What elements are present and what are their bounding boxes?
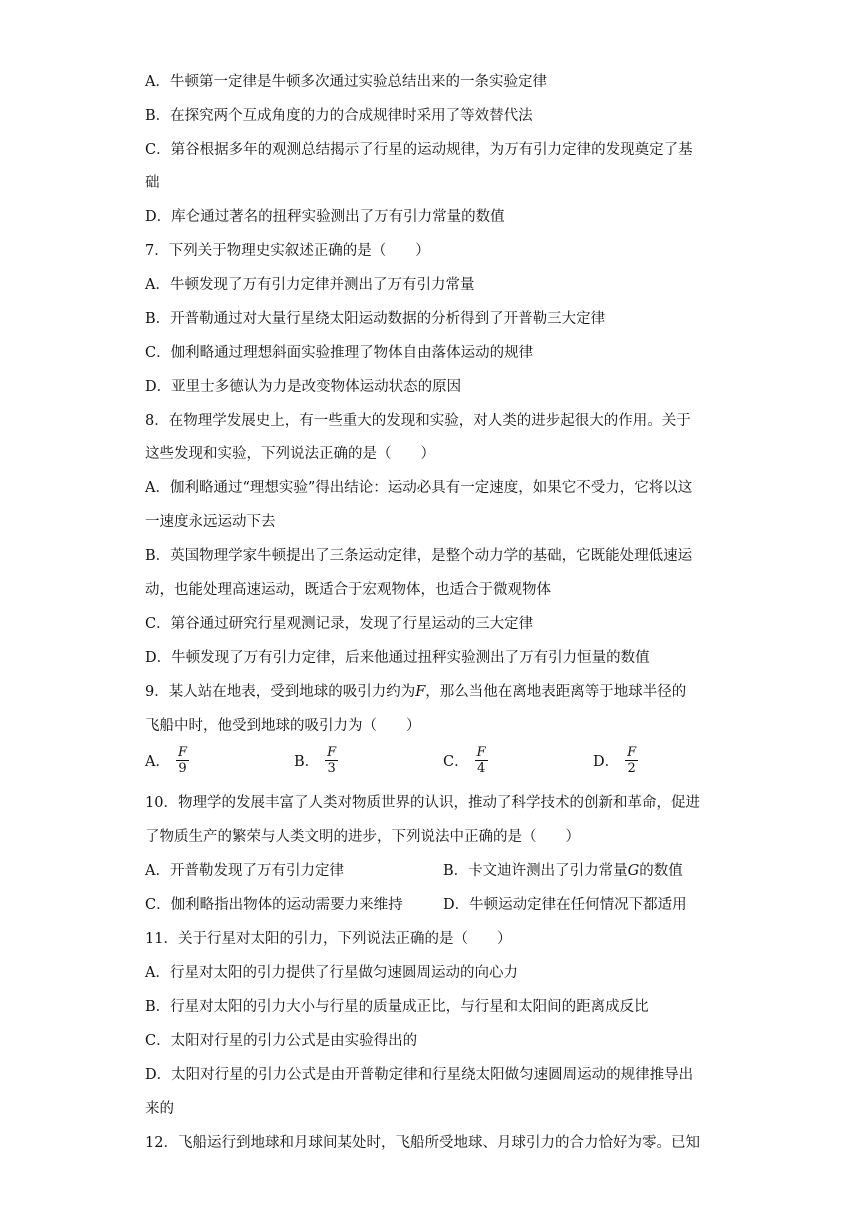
- q10-option-d: D．牛顿运动定律在任何情况下都适用: [443, 897, 687, 913]
- q10-gravity-constant-symbol: G: [627, 863, 640, 879]
- q10-option-b-text-b: 的数值: [639, 863, 683, 879]
- q8-option-d: D．牛顿发现了万有引力定律，后来他通过扭秤实验测出了万有引力恒量的数值: [145, 650, 650, 666]
- q7-option-c: C．伽利略通过理想斜面实验推理了物体自由落体运动的规律: [145, 345, 534, 361]
- q7-stem: 7．下列关于物理史实叙述正确的是（ ）: [145, 243, 430, 259]
- q9-force-symbol: F: [415, 684, 426, 700]
- q9-option-b: [294, 745, 338, 776]
- q10-option-b: [443, 861, 683, 881]
- q7-option-b: B．开普勒通过对大量行星绕太阳运动数据的分析得到了开普勒三大定律: [145, 311, 606, 327]
- q9-option-b-fraction: [325, 745, 338, 776]
- q11-option-d-line2: 来的: [145, 1101, 174, 1117]
- q10-option-b-text-a: B．卡文迪许测出了引力常量: [443, 863, 628, 879]
- q7-option-d: D．亚里士多德认为力是改变物体运动状态的原因: [145, 379, 462, 395]
- q10-stem-line1: 10．物理学的发展丰富了人类对物质世界的认识，推动了科学技术的创新和革命，促进: [145, 795, 700, 811]
- q9-option-c-denominator: 4: [476, 761, 486, 776]
- q9-stem-text-a: 9．某人站在地表，受到地球的吸引力约为: [145, 684, 416, 700]
- q9-option-b-denominator: 3: [327, 761, 336, 776]
- q9-option-c-label: C．: [443, 754, 469, 770]
- q8-option-b-line1: B．英国物理学家牛顿提出了三条运动定律，是整个动力学的基础，它既能处理低速运: [145, 548, 693, 564]
- q9-option-c: [443, 745, 488, 776]
- q9-option-d-fraction: [625, 745, 638, 776]
- q9-stem-text-b: ，那么当他在离地表距离等于地球半径的: [425, 684, 687, 700]
- q11-option-c: C．太阳对行星的引力公式是由实验得出的: [145, 1033, 418, 1049]
- q9-stem-line1: [145, 682, 686, 702]
- q8-option-b-line2: 动，也能处理高速运动，既适合于宏观物体，也适合于微观物体: [145, 582, 551, 598]
- q6-option-b: B．在探究两个互成角度的力的合成规律时采用了等效替代法: [145, 108, 533, 124]
- q6-option-c-line1: C．第谷根据多年的观测总结揭示了行星的运动规律，为万有引力定律的发现奠定了基: [145, 142, 693, 158]
- q7-option-a: A．牛顿发现了万有引力定律并测出了万有引力常量: [145, 277, 475, 293]
- q9-option-b-numerator: F: [327, 745, 337, 760]
- q6-option-a: A．牛顿第一定律是牛顿多次通过实验总结出来的一条实验定律: [145, 74, 547, 90]
- q11-stem: 11．关于行星对太阳的引力，下列说法正确的是（ ）: [145, 931, 512, 947]
- q6-option-d: D．库仑通过著名的扭秤实验测出了万有引力常量的数值: [145, 209, 505, 225]
- q9-option-a-fraction: [176, 745, 189, 776]
- q10-stem-line2: 了物质生产的繁荣与人类文明的进步，下列说法中正确的是（ ）: [145, 829, 580, 845]
- q9-option-c-fraction: [475, 745, 488, 776]
- q12-stem-line1: 12．飞船运行到地球和月球间某处时，飞船所受地球、月球引力的合力恰好为零。已知: [145, 1135, 700, 1151]
- q9-option-a-label: A．: [145, 754, 170, 770]
- q10-option-a: A．开普勒发现了万有引力定律: [145, 863, 344, 879]
- q9-stem-line2: 飞船中时，他受到地球的吸引力为（ ）: [145, 718, 421, 734]
- q9-option-d-label: D．: [593, 754, 620, 770]
- q8-stem-line1: 8．在物理学发展史上，有一些重大的发现和实验，对人类的进步起很大的作用。关于: [145, 413, 691, 429]
- q8-option-a-line1: A．伽利略通过“理想实验”得出结论：运动必具有一定速度，如果它不受力，它将以这: [145, 480, 693, 496]
- q8-stem-line2: 这些发现和实验，下列说法正确的是（ ）: [145, 446, 435, 462]
- q11-option-b: B．行星对太阳的引力大小与行星的质量成正比，与行星和太阳间的距离成反比: [145, 999, 649, 1015]
- q9-option-d: [593, 745, 638, 776]
- q9-option-c-numerator: F: [476, 745, 486, 760]
- q11-option-a: A．行星对太阳的引力提供了行星做匀速圆周运动的向心力: [145, 965, 518, 981]
- q9-option-d-numerator: F: [627, 745, 637, 760]
- q8-option-c: C．第谷通过研究行星观测记录，发现了行星运动的三大定律: [145, 616, 534, 632]
- q6-option-c-line2: 础: [145, 175, 160, 191]
- q10-option-c: C．伽利略指出物体的运动需要力来维持: [145, 897, 403, 913]
- q8-option-a-line2: 一速度永远运动下去: [145, 514, 276, 530]
- q9-option-d-denominator: 2: [627, 761, 636, 776]
- q11-option-d-line1: D．太阳对行星的引力公式是由开普勒定律和行星绕太阳做匀速圆周运动的规律推导出: [145, 1067, 694, 1083]
- q9-option-a-numerator: F: [177, 745, 188, 760]
- q9-option-a: [145, 745, 189, 776]
- q9-option-a-denominator: 9: [178, 761, 187, 776]
- q9-option-b-label: B．: [294, 754, 320, 770]
